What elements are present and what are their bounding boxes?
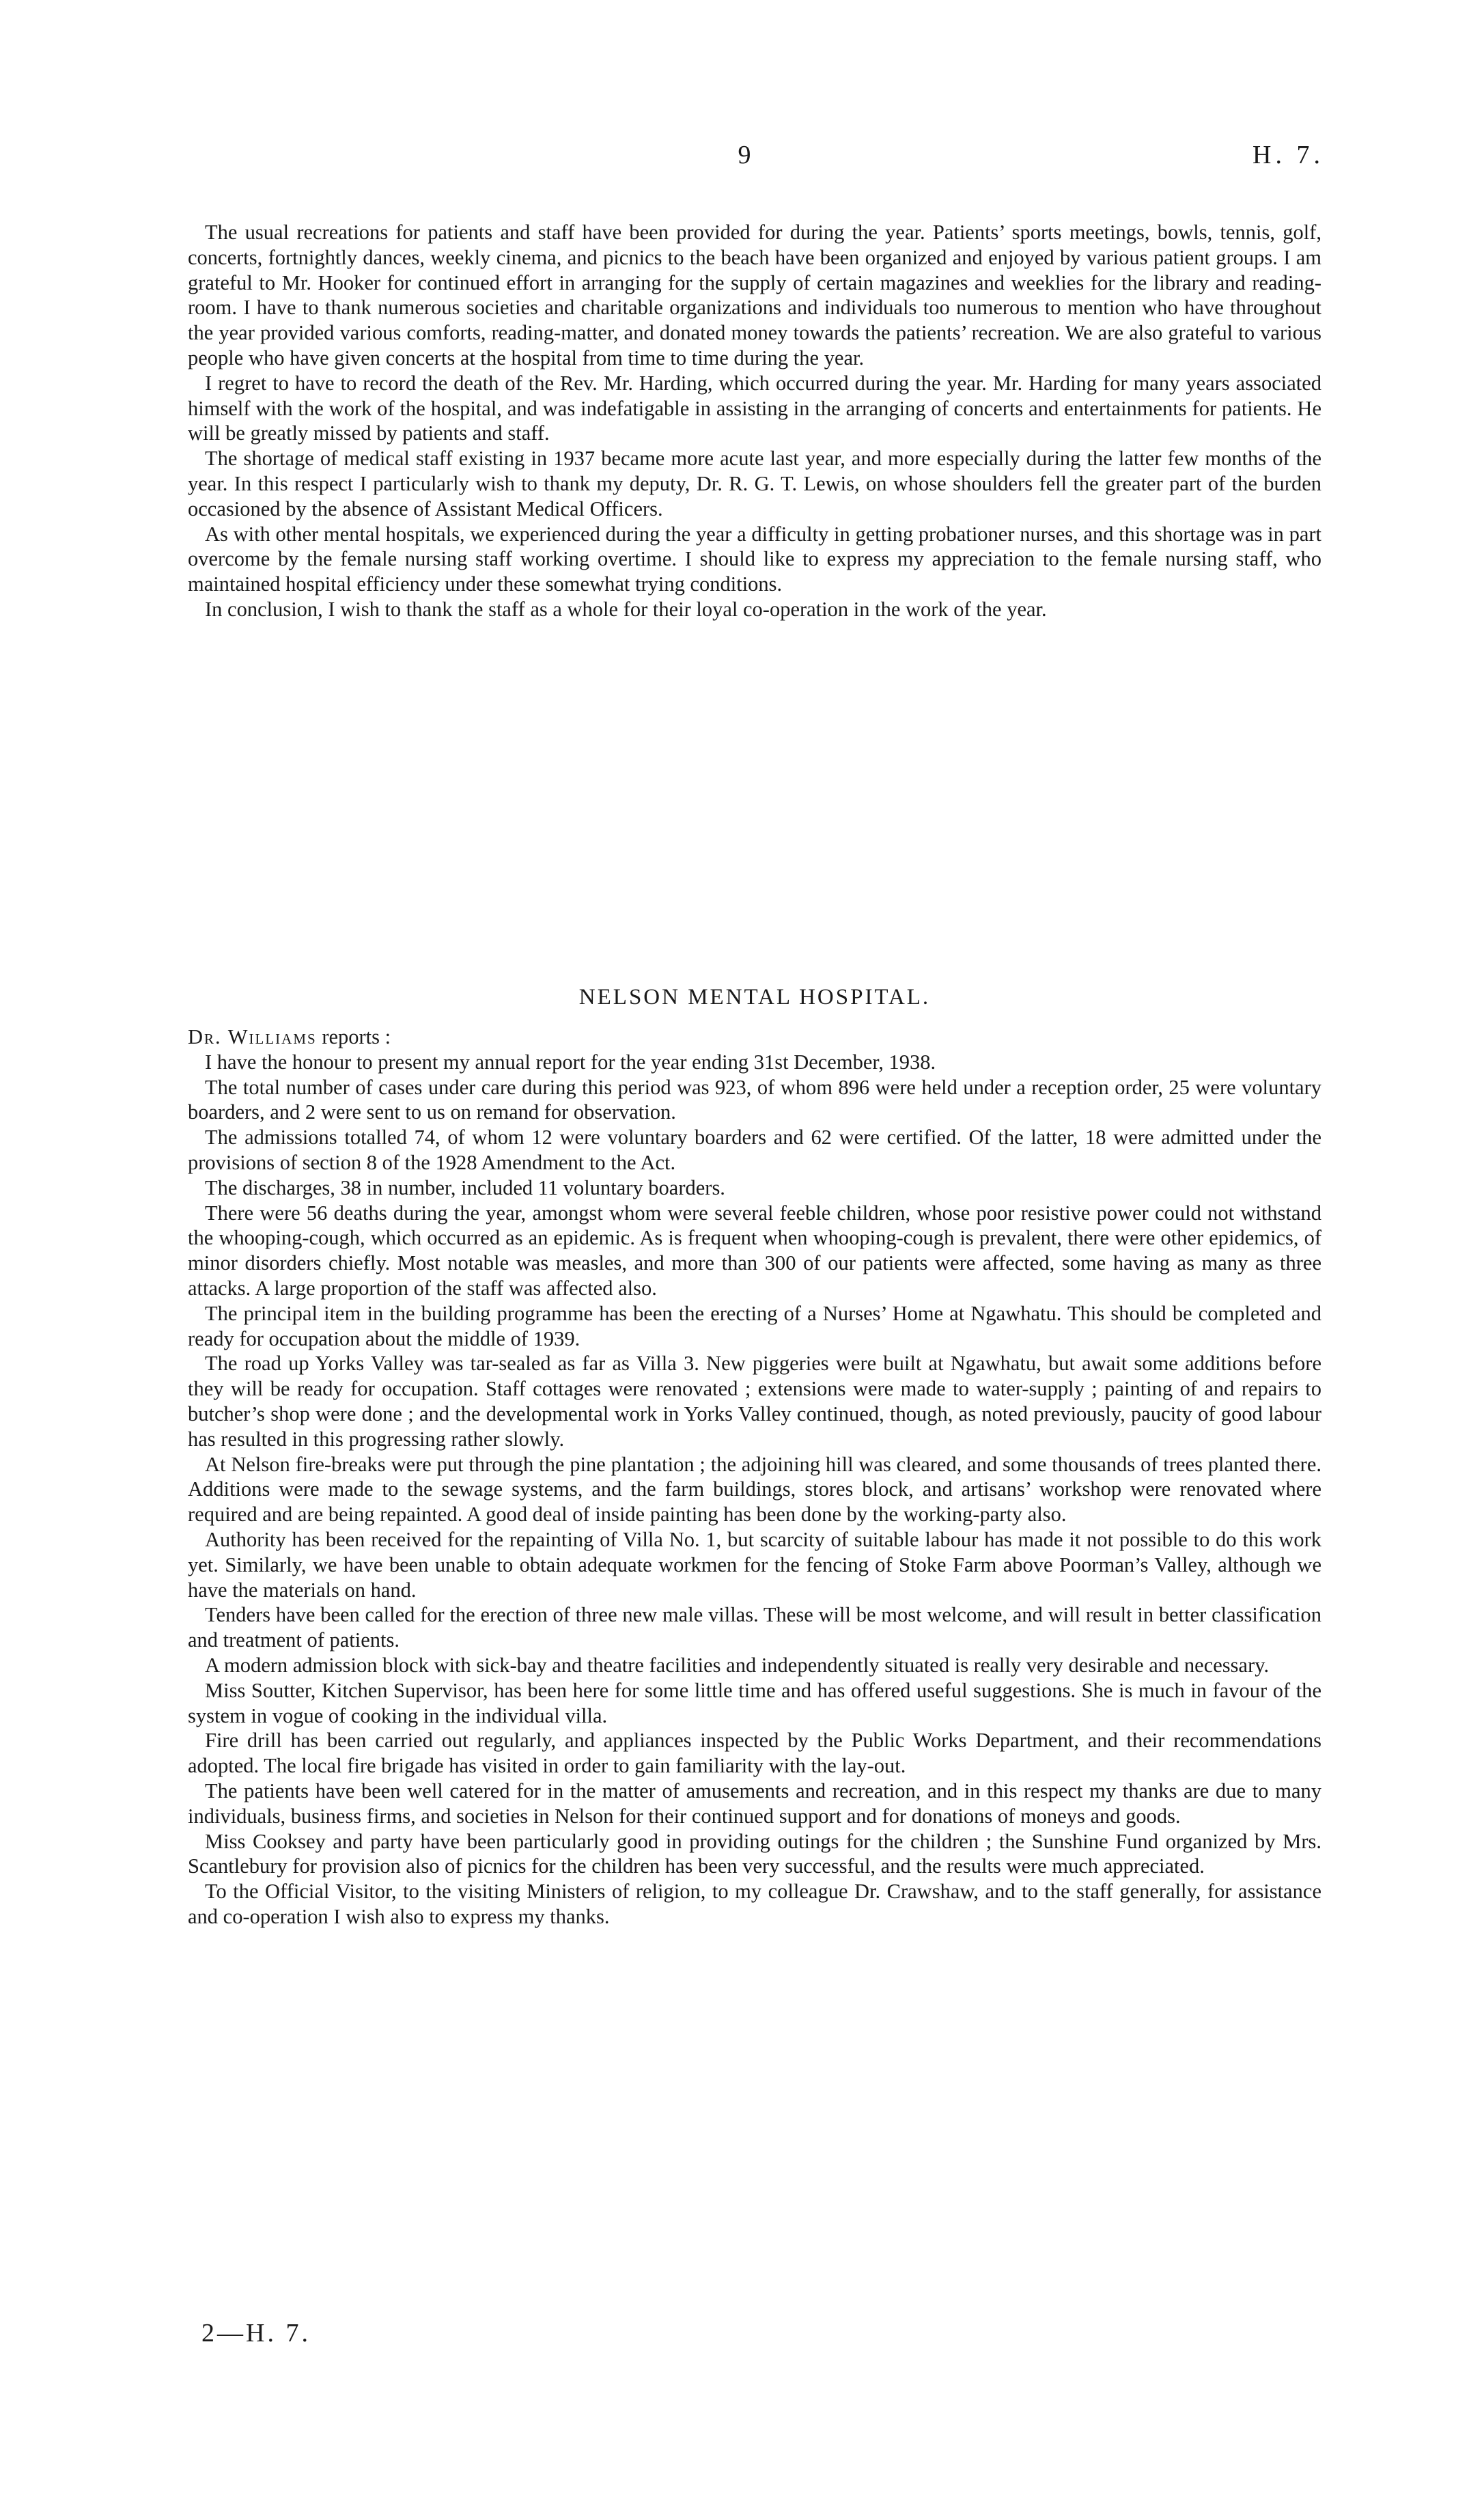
paragraph: There were 56 deaths during the year, amongst whom were several feeble children, whose poor resistive power could not withstand the whooping-cough, which occurred as an epidemic. As is frequent when whooping-cough is prevalent, there were other epidemics, of minor disorders chiefly. Most notable was measles, and more than 300 of our patients were affected, some having as many as three attacks. A large proportion of the staff was affected also. (188, 1201, 1321, 1300)
paragraph: The road up Yorks Valley was tar-sealed as far as Villa 3. New piggeries were built at Ngawhatu, but await some additions before they will be ready for occupation. Staff cottages were renovated ; extensions were made to water-supply ; painting of and repairs to butcher’s shop were done ; and the developmental work in Yorks Valley continued, though, as noted previously, paucity of good labour has resulted in this progressing rather slowly. (188, 1352, 1321, 1451)
paragraph: The discharges, 38 in number, included 11 voluntary boarders. (205, 1175, 725, 1199)
paragraph: The total number of cases under care during this period was 923, of whom 896 were held under a reception order, 25 were voluntary boarders, and 2 were sent to us on remand for observation. (188, 1075, 1321, 1124)
paragraph: I have the honour to present my annual report for the year ending 31st December, 1938. (205, 1050, 936, 1074)
paragraph: Tenders have been called for the erection of three new male villas. These will be most welcome, and will result in better classification and treatment of patients. (188, 1603, 1321, 1652)
recreation-report-section (188, 220, 1321, 622)
paragraph: I regret to have to record the death of the Rev. Mr. Harding, which occurred during the year. Mr. Harding for many years associated himself with the work of the hospital, and was indefatigable in assisting in the arranging of concerts and entertainments for patients. He will be greatly missed by patients and staff. (188, 371, 1321, 445)
sheet-reference: 2—H. 7. (201, 2319, 311, 2348)
nelson-hospital-report-section (188, 1025, 1321, 1930)
paragraph: The patients have been well catered for in the matter of amusements and recreation, and in this respect my thanks are due to many individuals, business firms, and societies in Nelson for their continued support and for donations of moneys and goods. (188, 1779, 1321, 1828)
report-reference: H. 7. (1252, 141, 1324, 169)
page-number: 9 (738, 141, 751, 169)
paragraph: In conclusion, I wish to thank the staff as a whole for their loyal co-operation in the work of the year. (205, 597, 1047, 621)
paragraph: The usual recreations for patients and staff have been provided for during the year. Patients’ sports meetings, bowls, tennis, golf, concerts, fortnightly dances, weekly cinema, and picnics to the beach have been organized and enjoyed by various patient groups. I am grateful to Mr. Hooker for continued effort in arranging for the supply of certain magazines and weeklies for the library and reading-room. I have to thank numerous societies and charitable organizations and individuals too numerous to mention who have throughout the year provided various comforts, reading-matter, and donated money towards the patients’ recreation. We are also grateful to various people who have given concerts at the hospital from time to time during the year. (188, 221, 1321, 370)
paragraph: The admissions totalled 74, of whom 12 were voluntary boarders and 62 were certified. Of the latter, 18 were admitted under the provisions of section 8 of the 1928 Amendment to the Act. (188, 1126, 1321, 1174)
paragraph: The shortage of medical staff existing in 1937 became more acute last year, and more especially during the latter few months of the year. In this respect I particularly wish to thank my deputy, Dr. R. G. T. Lewis, on whose shoulders fell the greater part of the burden occasioned by the absence of Assistant Medical Officers. (188, 447, 1321, 520)
paragraph: Miss Cooksey and party have been particularly good in providing outings for the children ; the Sunshine Fund organized by Mrs. Scantlebury for provision also of picnics for the children has been very successful, and the results were much appreciated. (188, 1829, 1321, 1878)
paragraph: A modern admission block with sick-bay and theatre facilities and independently situated is really very desirable and necessary. (205, 1653, 1270, 1677)
paragraph: Authority has been received for the repainting of Villa No. 1, but scarcity of suitable labour has made it not possible to do this work yet. Similarly, we have been unable to obtain adequate workmen for the fencing of Stoke Farm above Poorman’s Valley, although we have the materials on hand. (188, 1527, 1321, 1602)
author-name: Dr. Williams (188, 1025, 317, 1048)
paragraph: The principal item in the building programme has been the erecting of a Nurses’ Home at Ngawhatu. This should be completed and ready for occupation about the middle of 1939. (188, 1301, 1321, 1350)
author-suffix: reports : (316, 1025, 391, 1048)
paragraph: To the Official Visitor, to the visiting Ministers of religion, to my colleague Dr. Crawshaw, and to the staff generally, for assistance and co-operation I wish also to express my thanks. (188, 1880, 1321, 1928)
paragraph: As with other mental hospitals, we experienced during the year a difficulty in getting probationer nurses, and this shortage was in part overcome by the female nursing staff working overtime. I should like to express my appreciation to the female nursing staff, who maintained hospital efficiency under these somewhat trying conditions. (188, 522, 1321, 596)
paragraph: Fire drill has been carried out regularly, and appliances inspected by the Public Works Department, and their recommendations adopted. The local fire brigade has visited in order to gain familiarity with the lay-out. (188, 1729, 1321, 1778)
report-intro (188, 1025, 1321, 1050)
paragraph: At Nelson fire-breaks were put through the pine plantation ; the adjoining hill was cleared, and some thousands of trees planted there. Additions were made to the sewage systems, and the farm buildings, stores block, and artisans’ workshop were renovated where required and are being repainted. A good deal of inside painting has been done by the working-party also. (188, 1452, 1321, 1527)
paragraph: Miss Soutter, Kitchen Supervisor, has been here for some little time and has offered useful suggestions. She is much in favour of the system in vogue of cooking in the individual villa. (188, 1678, 1321, 1727)
section-title: NELSON MENTAL HOSPITAL. (578, 985, 931, 1009)
